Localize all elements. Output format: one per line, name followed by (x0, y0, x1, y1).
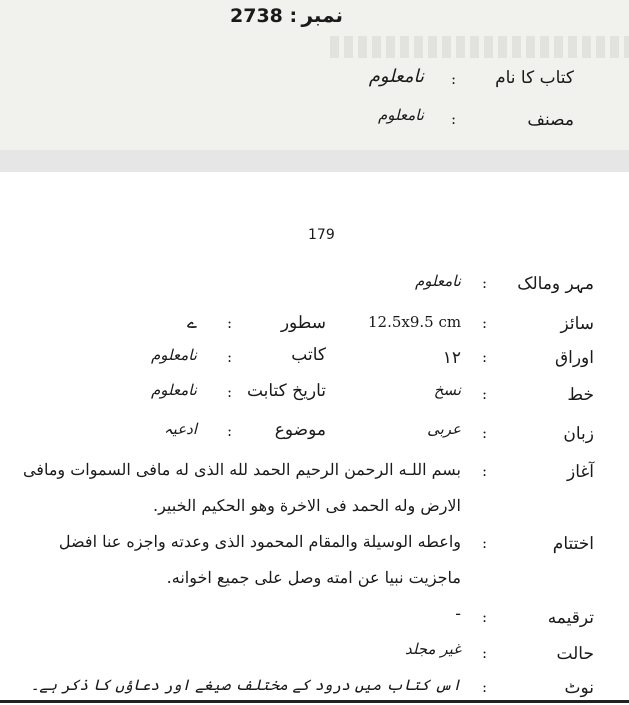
note-value: اس کتاب میں درود کے مختلف صیغے اور دعاؤں کا ذکر ہے۔ (30, 676, 461, 694)
size-label: سائز (560, 314, 594, 334)
colon: : (451, 70, 457, 88)
number-label: نمبر (301, 3, 343, 27)
catalog-detail-page (0, 172, 629, 705)
colon: : (482, 314, 488, 332)
condition-label: حالت (556, 644, 594, 664)
copy-date-value: نامعلوم (150, 381, 197, 399)
lines-value: ے (187, 313, 197, 333)
colon: : (482, 385, 488, 403)
colon: : (482, 644, 488, 662)
language-label: زبان (563, 424, 594, 444)
incipit-label: آغاز (566, 462, 594, 482)
copy-date-label: تاریخ کتابت (246, 381, 326, 401)
subject-label: موضوع (274, 420, 326, 440)
colon: : (482, 348, 488, 366)
colophon-value: - (455, 604, 461, 624)
scribe-label: کاتب (291, 345, 326, 365)
colon: : (482, 424, 488, 442)
colophon-label: ترقیمه (547, 608, 594, 628)
author-value: نامعلوم (377, 106, 424, 124)
colon: : (227, 422, 233, 440)
lines-label: سطور (280, 313, 326, 333)
page-separator (0, 150, 629, 172)
note-label: نوٹ (564, 678, 594, 698)
colon: : (482, 608, 488, 626)
explicit-line-2: ماجزيت نبيا عن امته وصل على جميع اخوانه. (166, 568, 461, 587)
folios-label: اوراق (554, 348, 594, 368)
colon: : (227, 383, 233, 401)
colon: : (482, 274, 488, 292)
seal-owner-value: نامعلوم (414, 272, 461, 290)
bleed-through-text (330, 36, 629, 58)
size-value: 12.5x9.5 cm (368, 313, 462, 331)
author-label: مصنف (527, 110, 574, 130)
colon: : (482, 462, 488, 480)
book-name-value: نامعلوم (368, 66, 424, 87)
page-number: 179 (308, 227, 335, 243)
book-name-label: كتاب كا نام (495, 68, 574, 88)
manuscript-number: 2738 : (230, 5, 298, 27)
condition-value: غیر مجلد (405, 640, 461, 658)
scribe-value: نامعلوم (150, 346, 197, 364)
colon: : (482, 534, 488, 552)
script-value: نسخ (433, 381, 461, 399)
script-label: خط (567, 385, 594, 405)
colon: : (482, 678, 488, 696)
incipit-line-2: الارض وله الحمد فى الاخرة وهو الحكيم الخبير. (153, 496, 461, 515)
catalog-header-panel (0, 0, 629, 150)
incipit-line-1: بسم اللـه الرحمن الرحيم الحمد لله الذى له مافى السموات ومافى (22, 460, 461, 479)
language-value: عربی (427, 420, 461, 438)
seal-owner-label: مہر ومالک (517, 274, 594, 294)
page-border (0, 700, 629, 703)
colon: : (227, 348, 233, 366)
subject-value: ادعیہ (163, 420, 197, 438)
folios-value: ۱۲ (442, 348, 461, 368)
colon: : (227, 314, 233, 332)
explicit-line-1: واعطه الوسيلة والمقام المحمود الذى وعدته واجزه عنا افضل (58, 532, 461, 551)
colon: : (451, 110, 457, 128)
explicit-label: اختتام (552, 534, 594, 554)
